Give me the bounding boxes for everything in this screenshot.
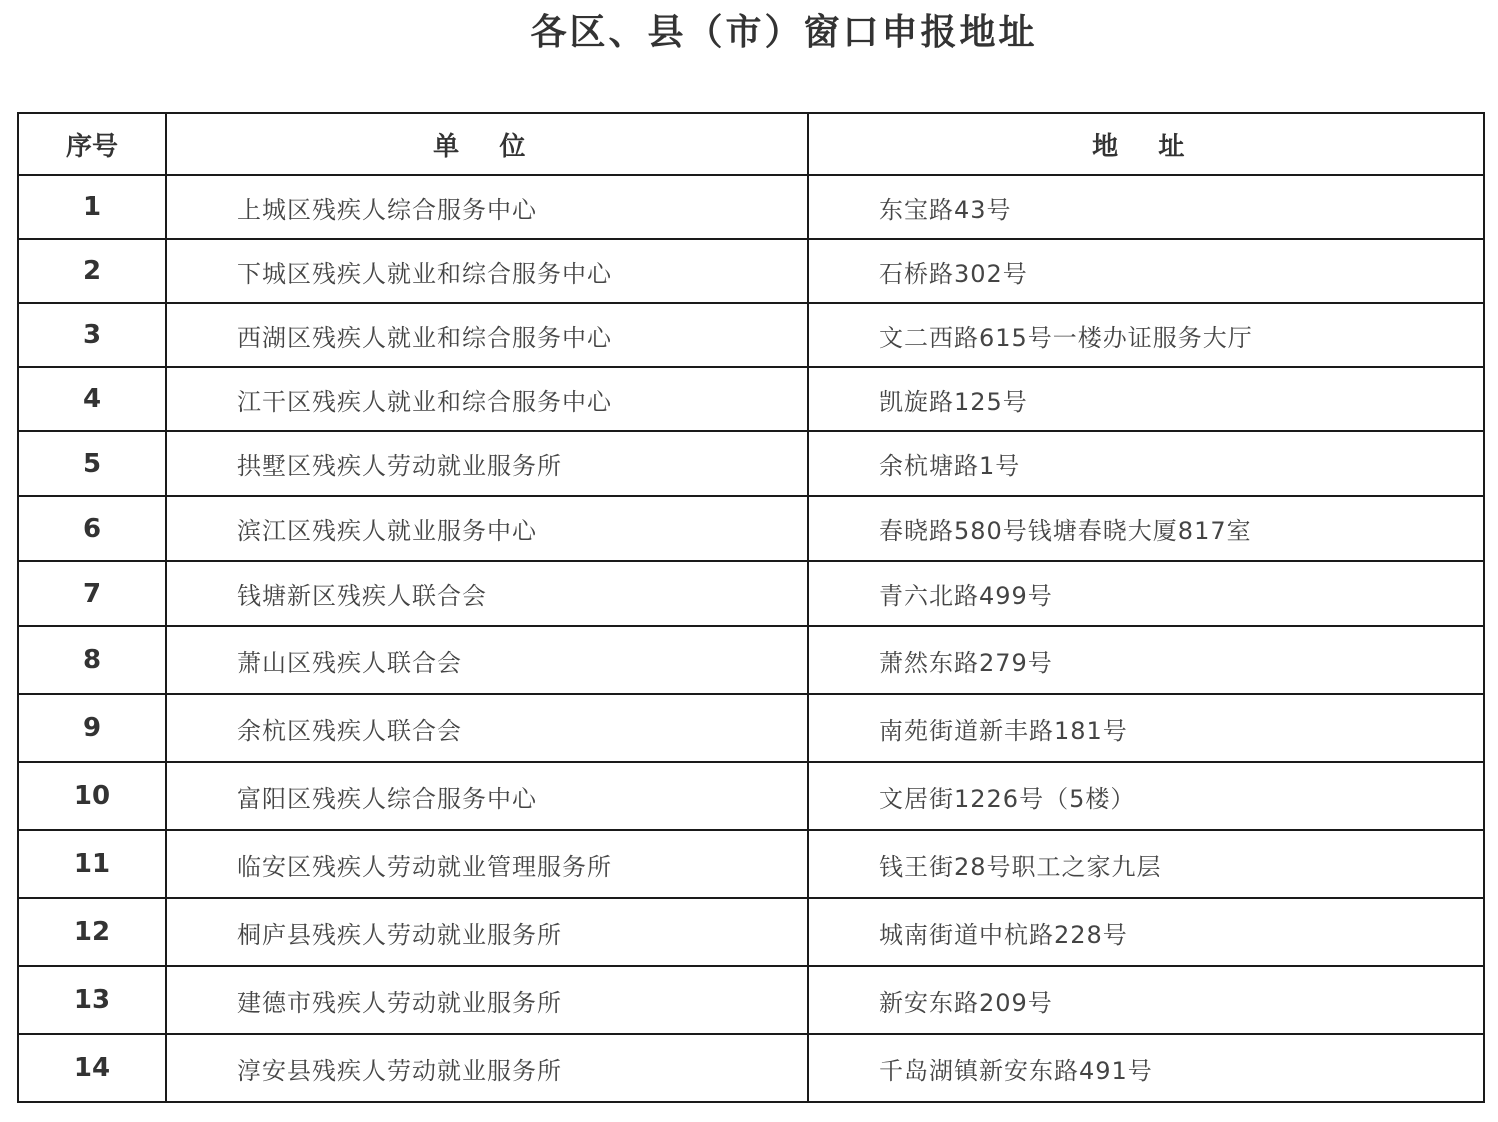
table-row <box>18 367 1484 431</box>
row-number: 7 <box>18 561 166 626</box>
row-unit: 建德市残疾人劳动就业服务所 <box>166 966 808 1034</box>
row-number: 8 <box>18 626 166 694</box>
row-number: 2 <box>18 239 166 303</box>
row-unit: 上城区残疾人综合服务中心 <box>166 175 808 239</box>
row-unit: 余杭区残疾人联合会 <box>166 694 808 762</box>
table-row <box>18 898 1484 966</box>
row-number: 9 <box>18 694 166 762</box>
table-row <box>18 496 1484 561</box>
row-number: 3 <box>18 303 166 367</box>
row-unit: 江干区残疾人就业和综合服务中心 <box>166 367 808 431</box>
row-number: 6 <box>18 496 166 561</box>
row-number: 12 <box>18 898 166 966</box>
row-address: 文居街1226号（5楼） <box>808 762 1484 830</box>
row-number: 13 <box>18 966 166 1034</box>
table-row <box>18 561 1484 626</box>
table-row <box>18 303 1484 367</box>
table-row <box>18 762 1484 830</box>
row-number: 11 <box>18 830 166 898</box>
row-address: 余杭塘路1号 <box>808 431 1484 496</box>
row-unit: 桐庐县残疾人劳动就业服务所 <box>166 898 808 966</box>
row-number: 1 <box>18 175 166 239</box>
table-row <box>18 830 1484 898</box>
row-unit: 钱塘新区残疾人联合会 <box>166 561 808 626</box>
table-row <box>18 431 1484 496</box>
row-address: 千岛湖镇新安东路491号 <box>808 1034 1484 1102</box>
row-address: 凯旋路125号 <box>808 367 1484 431</box>
row-address: 新安东路209号 <box>808 966 1484 1034</box>
row-unit: 西湖区残疾人就业和综合服务中心 <box>166 303 808 367</box>
header-address: 地 址 <box>808 113 1484 175</box>
table-row <box>18 626 1484 694</box>
page-title: 各区、县（市）窗口申报地址 <box>530 12 1038 53</box>
row-unit: 滨江区残疾人就业服务中心 <box>166 496 808 561</box>
table-row <box>18 175 1484 239</box>
row-unit: 下城区残疾人就业和综合服务中心 <box>166 239 808 303</box>
row-number: 14 <box>18 1034 166 1102</box>
header-no: 序号 <box>18 113 166 175</box>
row-address: 萧然东路279号 <box>808 626 1484 694</box>
row-address: 城南街道中杭路228号 <box>808 898 1484 966</box>
row-number: 10 <box>18 762 166 830</box>
row-address: 春晓路580号钱塘春晓大厦817室 <box>808 496 1484 561</box>
row-address: 东宝路43号 <box>808 175 1484 239</box>
row-unit: 富阳区残疾人综合服务中心 <box>166 762 808 830</box>
row-unit: 拱墅区残疾人劳动就业服务所 <box>166 431 808 496</box>
row-address: 青六北路499号 <box>808 561 1484 626</box>
row-address: 石桥路302号 <box>808 239 1484 303</box>
table-row <box>18 694 1484 762</box>
row-address: 钱王街28号职工之家九层 <box>808 830 1484 898</box>
table-row <box>18 1034 1484 1102</box>
header-unit: 单 位 <box>166 113 808 175</box>
table-row <box>18 239 1484 303</box>
row-unit: 萧山区残疾人联合会 <box>166 626 808 694</box>
table-row <box>18 966 1484 1034</box>
table-header-row <box>18 113 1484 175</box>
row-address: 南苑街道新丰路181号 <box>808 694 1484 762</box>
row-number: 5 <box>18 431 166 496</box>
row-address: 文二西路615号一楼办证服务大厅 <box>808 303 1484 367</box>
row-number: 4 <box>18 367 166 431</box>
row-unit: 淳安县残疾人劳动就业服务所 <box>166 1034 808 1102</box>
address-table <box>17 112 1485 1103</box>
row-unit: 临安区残疾人劳动就业管理服务所 <box>166 830 808 898</box>
